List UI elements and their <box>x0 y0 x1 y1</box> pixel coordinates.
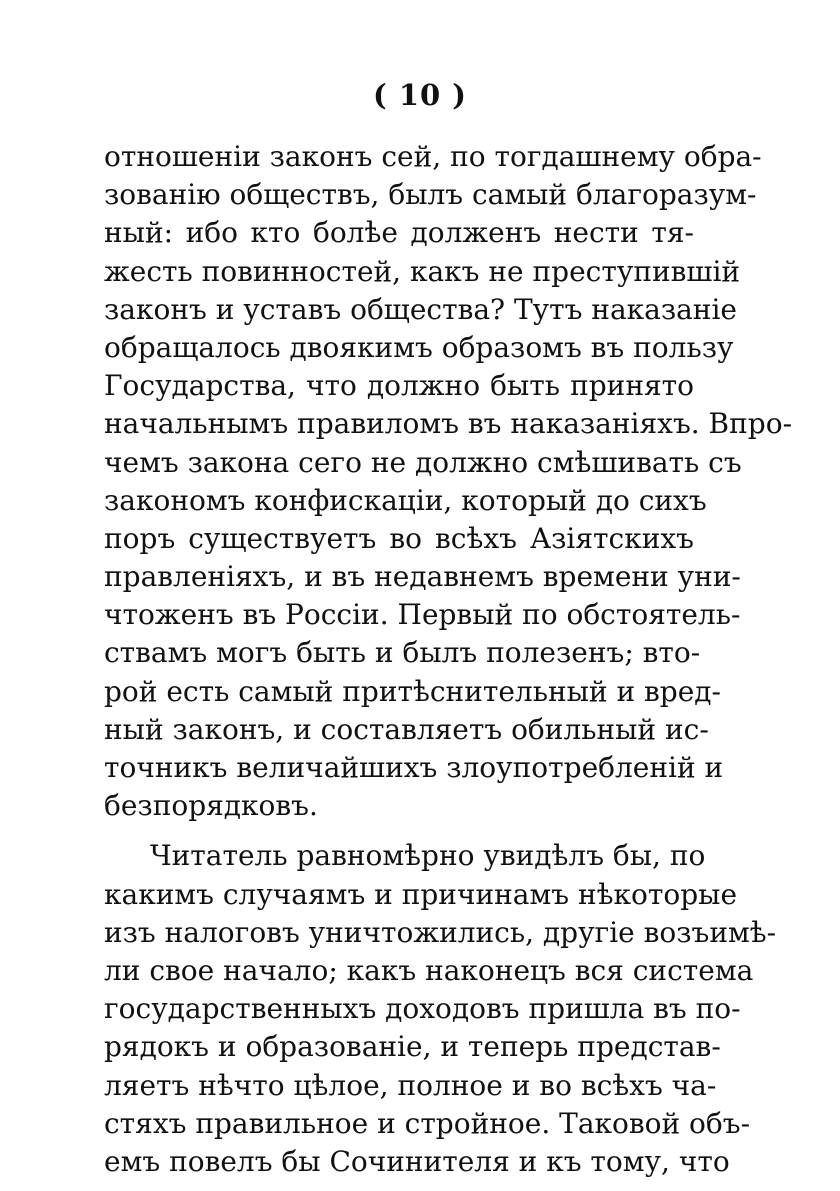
paragraph-2 <box>104 837 777 1181</box>
paragraph-gap <box>104 825 694 837</box>
text-line: поръ существуетъ во всѣхъ Азіятскихъ <box>104 521 694 555</box>
body-text <box>104 138 793 1181</box>
text-line: Государства, что должно быть принято <box>104 369 694 403</box>
text-line: точникъ величайшихъ злоупотребленій и <box>104 751 724 784</box>
text-line: правленіяхъ, и въ недавнемъ времени уни- <box>104 560 741 594</box>
text-line: закономъ конфискаціи, который до сихъ <box>104 483 707 517</box>
text-line: отношеніи законъ сей, по тогдашнему обра- <box>104 140 762 173</box>
text-line: стяхъ правильное и стройное. Таковой объ- <box>104 1106 751 1140</box>
text-line: государственныхъ доходовъ пришла въ по- <box>104 992 741 1026</box>
text-line: Читатель равномѣрно увидѣлъ бы, по <box>150 839 706 873</box>
text-line: изъ налоговъ уничтожились, другіе возъимѣ- <box>104 915 777 949</box>
text-line: жесть повинностей, какъ не преступившій <box>104 254 741 288</box>
text-line: начальнымъ правиломъ въ наказаніяхъ. Впро- <box>104 407 793 441</box>
text-line: чемъ закона сего не должно смѣшивать съ <box>104 445 742 479</box>
paragraph-1 <box>104 138 793 825</box>
text-line: какимъ случаямъ и причинамъ нѣкоторые <box>104 877 738 911</box>
text-line: ствамъ могъ быть и былъ полезенъ; вто- <box>104 636 701 670</box>
page-number: ( 10 ) <box>373 78 467 112</box>
text-line: ный: ибо кто болѣе долженъ нести тя- <box>104 216 694 250</box>
text-line: ли свое начало; какъ наконецъ вся система <box>104 953 754 987</box>
text-line: рядокъ и образованіе, и теперь представ- <box>104 1030 721 1064</box>
text-line: ный законъ, и составляетъ обильный ис- <box>104 712 709 746</box>
text-line: законъ и уставъ общества? Тутъ наказаніе <box>104 292 737 326</box>
text-line: рой есть самый притѣснительный и вред- <box>104 674 721 708</box>
text-line: зованію обществъ, былъ самый благоразум- <box>104 178 757 212</box>
text-line: безпорядковъ. <box>104 789 318 823</box>
text-line: ляетъ нѣчто цѣлое, полное и во всѣхъ ча- <box>104 1068 717 1102</box>
text-line: емъ повелъ бы Сочинителя и къ тому, что <box>104 1144 730 1178</box>
text-line: чтоженъ въ Россіи. Первый по обстоятель- <box>104 598 741 632</box>
text-line: обращалось двоякимъ образомъ въ пользу <box>104 330 734 364</box>
